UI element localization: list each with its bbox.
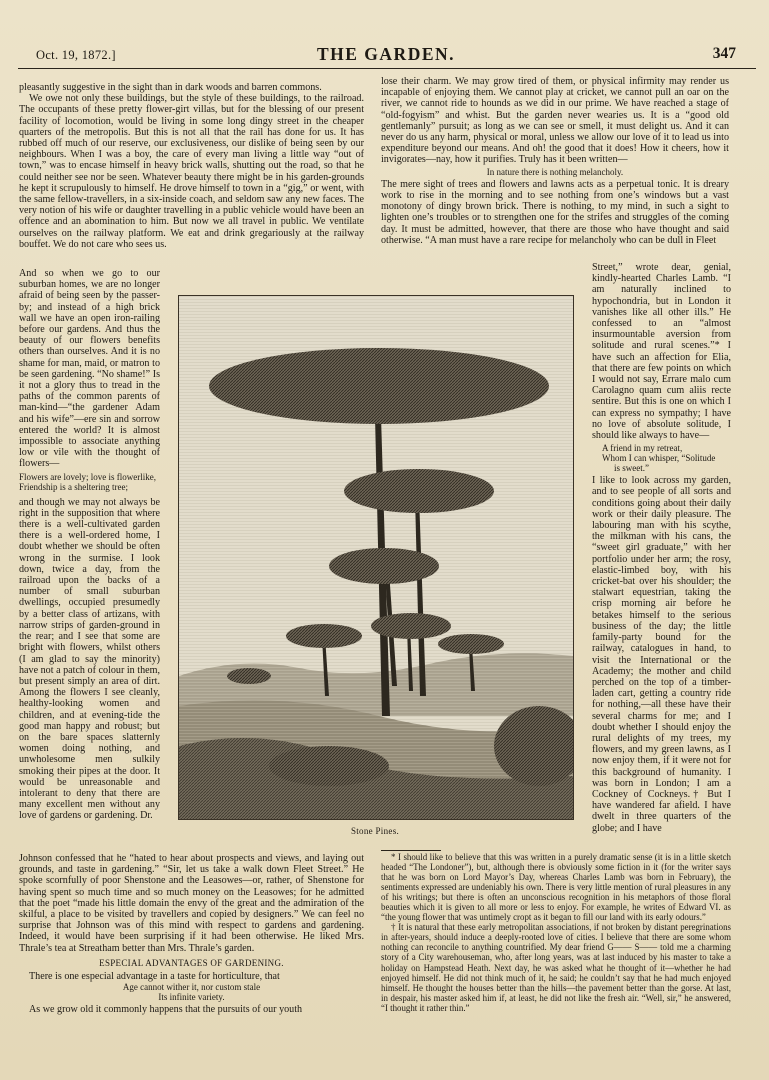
header-rule <box>18 68 756 69</box>
section-heading: ESPECIAL ADVANTAGES OF GARDENING. <box>99 957 284 968</box>
verse <box>19 982 364 1002</box>
verse <box>19 472 160 492</box>
verse-line: is sweet.” <box>614 463 649 474</box>
left-narrow-1 <box>19 268 160 822</box>
paragraph: Johnson confessed that he “hated to hear about prospects and views, and laying out grounds, and taste in gardening.” “Sir, let us take a walk down Fleet Street.” He spoke scornfully of poor Shenstone and the Leasowes—or, rather, of Shenstone for having spent so much time and so much money on the Leasowes; for he admitted that the poet “made his little domain the envy of the great and the admiration of the skilful, a place to be visited by travellers and copied by designers.” We can feel no surprise that Johnson was of this mind with respect to gardens and gardening. Indeed, it would have been surprising if it had been otherwise. He liked Mrs. Thrale’s tea at Streatham better than Mrs. Thrale’s garden. <box>19 853 364 954</box>
paragraph: And so when we go to our suburban homes, we are no longer afraid of being seen by the passer-by; and instead of a high brick wall we have an open iron-railing before our gardens. And thus the beauty of our flowers benefits others than ourselves. And it is no shame for man, maid, or matron to be seen gardening. “No shame!” Is it not a glory thus to tread in the paths of the common parents of man-kind—“the gardener Adam and his wife”—ere sin and sorrow entered the world? It is almost impossible to associate anything low or vile with the thought of flowers— <box>19 268 160 470</box>
right-narrow <box>592 262 731 834</box>
verse <box>602 443 731 473</box>
right-column-top <box>381 76 729 246</box>
verse-line: Whom I can whisper, “Solitude <box>602 453 716 464</box>
verse-line: Flowers are lovely; love is flowerlike, <box>19 471 156 482</box>
verse-line: Friendship is a sheltering tree; <box>19 481 128 492</box>
quote: In nature there is nothing melancholy. <box>486 166 624 177</box>
left-column-bottom <box>19 853 364 1015</box>
footnotes <box>381 852 731 1013</box>
paragraph: I like to look across my garden, and to see people of all sorts and conditions going about their daily work or their daily pleasure. The labouring man with his scythe, the milkman with his cans, the “sweet girl graduate,” with her portfolio under her arm; the rosy, elastic-limbed boy, with his cricket-bat over his shoulder; the stalwart equestrian, taking the crisp morning air before he betakes himself to the serious business of the day; the little family-party bound for the railway, catalogues in hand, to visit the International or the Academy; the mother and child perched on the top of a timber-laden cart, getting a country ride for nothing,—all these have their several charms for me; and I doubt whether I should enjoy the rural delights of my trees, my flowers, and my green lawns, as I now enjoy them, if it were not for this background of humanity. I was born in London; I am a Cockney of Cockneys.† But I have wandered far afield. I have dwelt in three quarters of the globe; and I have <box>592 475 731 834</box>
issue-date: Oct. 19, 1872.] <box>36 48 116 62</box>
paragraph: As we grow old it commonly happens that the pursuits of our youth <box>29 1004 303 1016</box>
verse-line: Age cannot wither it, nor custom stale <box>122 982 261 993</box>
verse-line: A friend in my retreat, <box>602 443 683 454</box>
page-header <box>30 44 742 66</box>
paragraph: lose their charm. We may grow tired of them, or physical infirmity may render us incapable of enjoying them. We cannot play at cricket, we cannot pull an oar on the river, we cannot ride to hounds as we did in our prime. We have reached a stage of “old-fogyism” and whist. But the garden never wearies us. It is a “good old gentlemanly” pursuit; as long as we can see or smell, it must delight us. And it can never do us any harm, physical or moral, unless we allow our love of it to lead us into expenditure beyond our means. And oh! the good that it does! How it cheers, how it invigorates—nay, how it purifies. Truly has it been written— <box>381 76 729 166</box>
paragraph: and though we may not always be right in the supposition that where there is a well-cultivated garden there is a well-ordered home, I doubt whether we should be often wrong in the surmise. I look down, twice a day, from the railroad upon the backs of a number of small suburban dwellings, occupied presumedly by a better class of artizans, with narrow strips of garden-ground in the rear; and I see that some are bright with flowers, whilst others (I am glad to say the minority) have not a patch of colour in them, but present simply an area of dirt. Among the flowers I see cleanly, healthy-looking women and children, and at evening-tide the good man happy and robust; but on the bare spaces slatternly women doing nothing, and unwholesome men sulkily smoking their pipes at the door. It would be unreasonable and intolerant to deny that there are many excellent men without any love of gardens or gardening. Dr. <box>19 496 160 822</box>
left-column-top <box>19 82 364 250</box>
paragraph: Street,” wrote dear, genial, kindly-hearted Charles Lamb. “I am naturally inclined to hypochondria, but in London it vanishes like all other ills.” He confessed to an “almost insurmountable aversion from solitude and rural scenes.”* I have such an affection for Elia, that there are few points on which I would not say, Errare malo cum Carolagno quam cum aliis recte sentire. But this is one on which I can express no sympathy; I have no love of absolute solitude, I should like always to have— <box>592 262 731 442</box>
engraving-illustration <box>179 296 573 819</box>
paragraph: We owe not only these buildings, but the style of these buildings, to the railroad. The occupants of these pretty flower-girt villas, but for the blessing of our present facility of locomotion, would be living in some long dingy street in the cheaper quarters of the metropolis. But this is not all that the rail has done for us. It has rubbed off much of our reserve, our exclusiveness, our dislike of being seen by our neighbours. When I was a boy, the care of every man living a little way “out of town,” was to encase himself in heavy brick walls, shutting out the road, so that he could neither see nor be seen. Whatever beauty there might be in his garden-grounds he kept it scrupulously to himself. He drove himself to town in a “gig,” or went, with the same fellow-travellers, in a six-inside coach, and seldom saw any new faces. The very notion of his wife or daughter travelling in a public vehicle would have been an offence and an abomination to him. But now we all travel in public. We ventilate ourselves on the railway platform. We eat and drink gregariously at the railway bouffet. We do not care who sees us. <box>19 93 364 250</box>
verse-line: Its infinite variety. <box>158 992 225 1003</box>
page-number: 347 <box>712 45 736 62</box>
paragraph: There is one especial advantage in a taste for horticulture, that <box>29 971 280 983</box>
paragraph: pleasantly suggestive in the sight than in dark woods and barren commons. <box>19 82 322 93</box>
paragraph: The mere sight of trees and flowers and lawns acts as a perpetual tonic. It is dreary work to rise in the morning and to see nothing from one’s windows but a vast monotony of dingy brown brick. There is nothing, to my mind, in such a sight to lighten one’s troubles or to strengthen one for the strifes and struggles of the coming day. It must be admitted, however, that there are those who have thought and said otherwise. “A man must have a rare recipe for melancholy who can be dull in Fleet <box>381 178 729 246</box>
stone-pines-engraving <box>178 295 574 820</box>
footnote-rule <box>381 850 441 851</box>
footnote: * I should like to believe that this was written in a purely dramatic sense (it is in a little sketch headed “The Londoner”), but, although there is obviously some fiction in it (for the writer says that he was born on Lord Mayor’s Day, whereas Charles Lamb was born in February), the sentiments expressed are undeniably his own. There is very little mention of rural pleasures in any of his writings; but there is often an unconscious recognition in his metaphors of those floral beauties which it is given to all more or less to enjoy. For example, he writes of Edward VI. as “the young flower that was untimely cropt as it began to fill our land with its early odours.” <box>381 852 731 923</box>
footnote: † It is natural that these early metropolitan associations, if not broken by distant peregrinations in after-years, should induce a deeply-rooted love of cities. I believe that there are some whom nothing can reconcile to anything countrified. My dear friend G—— S—— told me a charming story of a City warehouseman, who, after long years, was at last induced by his master to take a holiday on Hampstead Heath. Next day, he was asked what he thought of it—whether he had enjoyed himself. He did not think much of it, he said; he couldn’t say that he had much enjoyed himself. He thought the houses better than the hills—the pavement better than the gorse. At last, in despair, his master asked him if, at least, he did not like the fresh air. “Well, sir,” he answered, “I thought it rather thin.” <box>381 922 731 1013</box>
masthead-title: THE GARDEN. <box>316 44 456 64</box>
figure-caption: Stone Pines. <box>350 826 400 836</box>
